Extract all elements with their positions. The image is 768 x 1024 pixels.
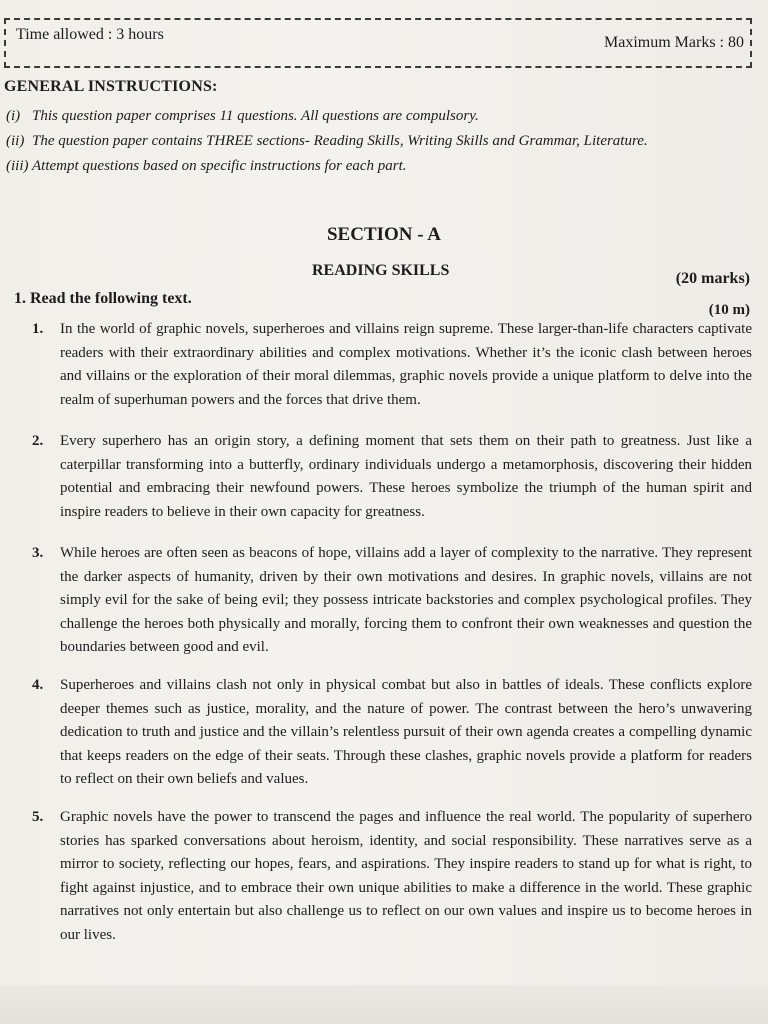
instruction-number: (i) — [6, 108, 21, 124]
section-subtitle: READING SKILLS — [312, 262, 450, 279]
instruction-text: Attempt questions based on specific instructions for each part. — [32, 158, 407, 174]
general-instructions-title: GENERAL INSTRUCTIONS: — [4, 78, 218, 95]
general-instructions-list — [6, 104, 746, 179]
question-title: 1. Read the following text. — [14, 290, 192, 307]
time-allowed: Time allowed : 3 hours — [16, 26, 164, 43]
maximum-marks: Maximum Marks : 80 — [604, 34, 744, 51]
paragraph-number: 2. — [32, 433, 44, 449]
paragraph-text: Superheroes and villains clash not only in physical combat but also in battles of ideals. These conflicts explore deeper themes such as justice, morality, and the nature of power. The contrast between the hero’s unwavering dedication to truth and justice and the villain’s relentless pursuit of their own agenda creates a compelling dynamic that keeps readers on the edge of their seats. Through these clashes, graphic novels provide a platform for readers to reflect on their own beliefs and values. — [60, 677, 752, 787]
instruction-text: The question paper contains THREE sections- Reading Skills, Writing Skills and Grammar, Literature. — [32, 133, 648, 149]
passage-paragraph — [32, 318, 752, 412]
paragraph-text: Every superhero has an origin story, a defining moment that sets them on their path to greatness. Just like a caterpillar transforming into a butterfly, ordinary individuals undergo a metamorphosis, discovering their hidden potential and embracing their newfound powers. These heroes symbolize the triumph of the human spirit and inspire readers to believe in their own capacity for greatness. — [60, 433, 752, 520]
paragraph-number: 4. — [32, 677, 44, 693]
paragraph-text: Graphic novels have the power to transcend the pages and influence the real world. The popularity of superhero stories has sparked conversations about heroism, identity, and social responsibility. These narratives serve as a mirror to society, reflecting our hopes, fears, and aspirations. They inspire readers to stand up for what is right, to fight against injustice, and to embrace their own unique abilities to make a difference in the world. These graphic narratives not only entertain but also challenge us to reflect on our own values and inspire us to become heroes in our lives. — [60, 809, 752, 943]
header-box — [4, 18, 752, 68]
paragraph-text: In the world of graphic novels, superheroes and villains reign supreme. These larger-than-life characters captivate readers with their extraordinary abilities and complex motivations. Whether it’s the iconic clash between heroes and villains or the exploration of their moral dilemmas, graphic novels provide a unique platform to delve into the realm of superhuman powers and the forces that drive them. — [60, 321, 752, 408]
instruction-text: This question paper comprises 11 questions. All questions are compulsory. — [32, 108, 479, 124]
passage-paragraph — [32, 674, 752, 792]
paragraph-number: 5. — [32, 809, 44, 825]
page-footer-area — [0, 985, 768, 1024]
passage-paragraph — [32, 542, 752, 660]
instruction-item — [6, 154, 746, 179]
paragraph-number: 1. — [32, 321, 44, 337]
section-title: SECTION - A — [326, 224, 442, 245]
paragraph-text: While heroes are often seen as beacons of hope, villains add a layer of complexity to the narrative. They represent the darker aspects of humanity, driven by their own motivations and desires. In graphic novels, villains are not simply evil for the sake of being evil; they possess intricate backstories and complex psychological profiles. They challenge the heroes both physically and morally, forcing them to confront their own weaknesses and question the boundaries between good and evil. — [60, 545, 752, 655]
paragraph-number: 3. — [32, 545, 44, 561]
instruction-item — [6, 104, 746, 129]
instruction-number: (ii) — [6, 133, 25, 149]
section-marks: (20 marks) — [675, 270, 750, 287]
instruction-item — [6, 129, 746, 154]
question-marks: (10 m) — [708, 302, 750, 318]
instruction-number: (iii) — [6, 158, 29, 174]
passage-paragraph — [32, 806, 752, 947]
passage-paragraph — [32, 430, 752, 524]
